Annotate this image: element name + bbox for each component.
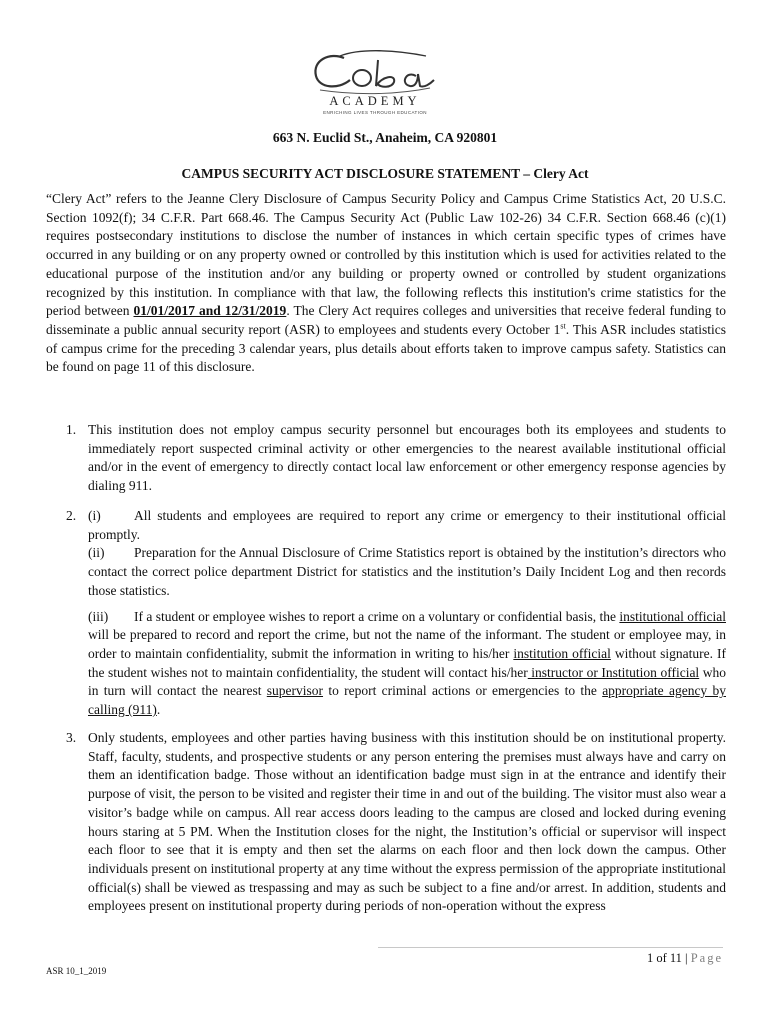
- item-number: 3.: [66, 730, 77, 745]
- item-2-iii-text-f: .: [156, 702, 161, 718]
- intro-paragraph: [46, 190, 726, 377]
- list-item-1: [66, 421, 726, 496]
- item-1-text: This institution does not employ campus security personnel but encourages both its employees and students to immediately report suspected criminal activity or other emergencies to the nearest available institutional official and/or in the event of emergency to directly contact local law enforcement or other emergency response agencies by dialing 911.: [88, 422, 726, 494]
- item-2-iii-text-e: to report criminal actions or emergencies to the: [323, 683, 603, 699]
- item-2-ii: [88, 544, 726, 600]
- institutional-official-link: institutional official: [619, 608, 726, 624]
- intro-superscript: st: [560, 321, 566, 331]
- item-2-iii-text-b: will be prepared to record and report the crime, but not the name of the informant. The student or employee may, in order to maintain confidentiality, submit the information in writing to his/her: [88, 627, 726, 661]
- page-number: [560, 951, 723, 966]
- list-item-2: [66, 507, 726, 720]
- item-number: 2.: [66, 508, 77, 523]
- coba-academy-logo: [300, 46, 450, 122]
- item-2-i: [88, 507, 726, 544]
- item-2-i-text: All students and employees are required to report any crime or emergency to their institutional official promptly.: [88, 508, 726, 542]
- item-3-text: Only students, employees and other parties having business with this institution should be on institutional property. Staff, faculty, students, and prospective students or any person entering the premises must always have and carry on them an identification badge. Those without an identification badge must sign in at the entrance and identify their purpose of visit, the person to be visited and register their time in and out of the building. The visitor must also wear a visitor’s badge while on campus. All rear access doors leading to the campus are closed and locked during evening hours staring at 5 PM. When the Institution closes for the night, the Institution’s official or supervisor will inspect each floor to see that it is empty and then set the alarms on each floor and then lock down the campus. Other individuals present on institutional property at any time without the express permission of the appropriate institutional official(s) shall be viewed as trespassing and may as such be subject to a fine and/or arrest. In addition, students and employees present on institutional property during periods of non-operation without the express: [88, 730, 726, 914]
- item-2-iii: [88, 608, 726, 720]
- logo-script-icon: [300, 46, 450, 96]
- item-2-ii-text: Preparation for the Annual Disclosure of Crime Statistics report is obtained by the institution’s directors who contact the correct police department District for statistics and the institution’s Daily Incident Log and then records those statistics.: [88, 545, 726, 598]
- intro-text-2: . The Clery Act requires colleges and universities that receive federal funding to disseminate a public annual security report (ASR) to employees and students every October 1: [46, 303, 726, 337]
- school-address: 663 N. Euclid St., Anaheim, CA 920801: [272, 130, 498, 145]
- agency-call-link: appropriate agency by calling (911): [88, 683, 726, 718]
- logo-word: ACADEMY: [329, 94, 421, 108]
- sub-label-ii: (ii): [88, 545, 105, 561]
- intro-text-1: “Clery Act” refers to the Jeanne Clery Disclosure of Campus Security Policy and Campus Crime Statistics Act, 20 U.S.C. Section 1092(f); 34 C.F.R. Part 668.46. The Campus Security Act (Public Law 102-26) 34 C.F.R. Section 668.46 (c)(1) requires postsecondary institutions to disclose the number of instances in which certain specific types of crimes have occurred in any building or on any property owned or controlled by this institution which is used for activities related to the educational purpose of the institution and/or any building or property owned or controlled by student organizations recognized by this institution. In compliance with that law, the following reflects this institution's crime statistics for the period between: [46, 191, 726, 319]
- page-word: Page: [690, 951, 723, 965]
- footer-divider: [378, 947, 723, 948]
- list-item-3: [66, 729, 726, 916]
- document-heading: CAMPUS SECURITY ACT DISCLOSURE STATEMENT – Clery Act: [181, 166, 589, 181]
- item-2-iii-text-d: who in turn will contact the nearest: [88, 664, 726, 699]
- page-count: 1 of 11 |: [646, 951, 691, 965]
- item-number: 1.: [66, 422, 77, 437]
- item-2-iii-text-c: without signature. If the student wishes not to maintain confidentiality, the student will contact his/her: [88, 645, 727, 680]
- item-2-iii-text-a: If a student or employee wishes to report a crime on a voluntary or confidential basis, the: [134, 608, 620, 624]
- supervisor-link: supervisor: [266, 683, 324, 699]
- document-id: ASR 10_1_2019: [46, 966, 107, 976]
- sub-label-iii: (iii): [88, 608, 109, 624]
- logo-tagline: ENRICHING LIVES THROUGH EDUCATION: [323, 110, 427, 115]
- intro-text-3: . This ASR includes statistics of campus crime for the preceding 3 calendar years, plus details about efforts taken to improve campus safety. Statistics can be found on page 11 of this disclosure.: [46, 321, 726, 375]
- instructor-official-link: instructor or Institution official: [527, 664, 700, 680]
- reporting-period: 01/01/2017 and 12/31/2019: [133, 303, 287, 319]
- institution-official-link: institution official: [513, 645, 611, 661]
- sub-label-i: (i): [88, 508, 101, 523]
